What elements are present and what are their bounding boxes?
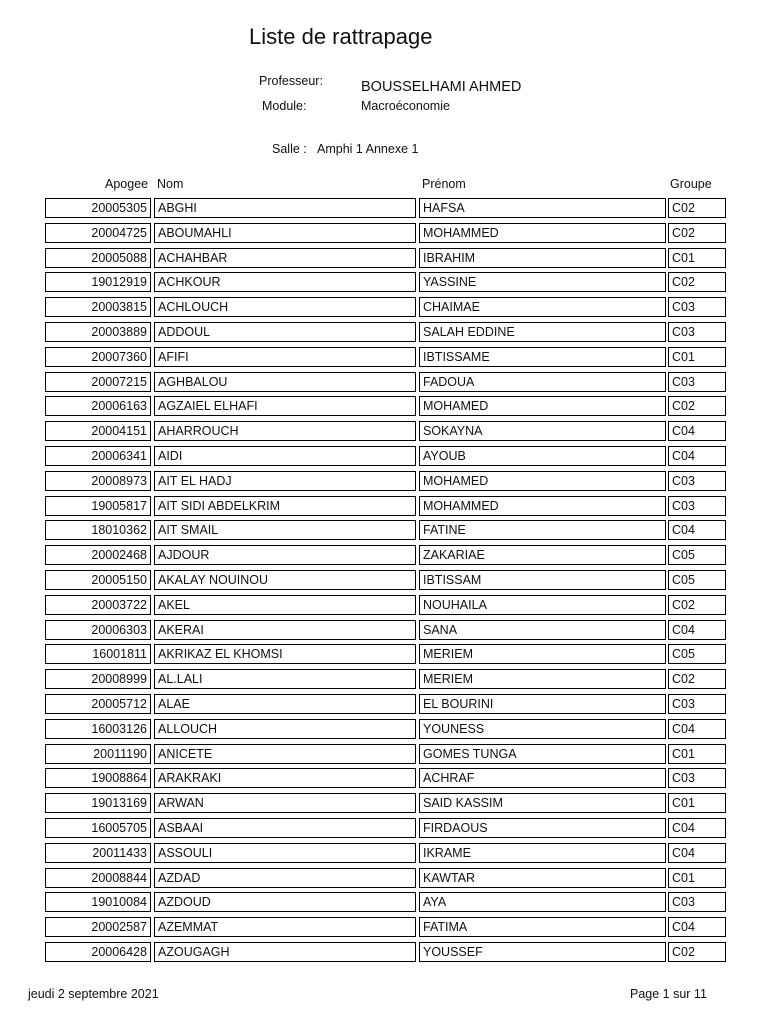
header-nom: Nom — [157, 177, 184, 191]
table-row — [0, 545, 768, 570]
cell-nom: ALAE — [154, 694, 416, 714]
cell-groupe: C03 — [668, 694, 726, 714]
cell-apogee: 20005088 — [45, 248, 151, 268]
cell-prenom: MERIEM — [419, 669, 666, 689]
table-row — [0, 620, 768, 645]
cell-groupe: C01 — [668, 248, 726, 268]
cell-nom: AIT SIDI ABDELKRIM — [154, 496, 416, 516]
cell-nom: ALLOUCH — [154, 719, 416, 739]
cell-nom: ACHKOUR — [154, 272, 416, 292]
professeur-value: BOUSSELHAMI AHMED — [361, 79, 522, 95]
cell-prenom: KAWTAR — [419, 868, 666, 888]
cell-prenom: IKRAME — [419, 843, 666, 863]
cell-groupe: C04 — [668, 917, 726, 937]
cell-apogee: 20004151 — [45, 421, 151, 441]
cell-nom: AKRIKAZ EL KHOMSI — [154, 644, 416, 664]
table-row — [0, 570, 768, 595]
cell-prenom: MOHAMMED — [419, 496, 666, 516]
table-row — [0, 768, 768, 793]
cell-groupe: C02 — [668, 595, 726, 615]
table-row — [0, 644, 768, 669]
table-row — [0, 520, 768, 545]
table-row — [0, 744, 768, 769]
cell-prenom: IBRAHIM — [419, 248, 666, 268]
cell-nom: AZOUGAGH — [154, 942, 416, 962]
cell-apogee: 20008973 — [45, 471, 151, 491]
table-row — [0, 719, 768, 744]
cell-prenom: HAFSA — [419, 198, 666, 218]
cell-nom: AIT EL HADJ — [154, 471, 416, 491]
table-row — [0, 372, 768, 397]
cell-prenom: FIRDAOUS — [419, 818, 666, 838]
cell-nom: ACHLOUCH — [154, 297, 416, 317]
cell-nom: AHARROUCH — [154, 421, 416, 441]
cell-apogee: 20008999 — [45, 669, 151, 689]
table-row — [0, 595, 768, 620]
cell-prenom: YOUNESS — [419, 719, 666, 739]
cell-prenom: GOMES TUNGA — [419, 744, 666, 764]
cell-apogee: 20006428 — [45, 942, 151, 962]
table-row — [0, 942, 768, 967]
table-row — [0, 347, 768, 372]
cell-groupe: C04 — [668, 520, 726, 540]
header-apogee: Apogee — [105, 177, 149, 191]
cell-prenom: ZAKARIAE — [419, 545, 666, 565]
cell-prenom: IBTISSAM — [419, 570, 666, 590]
cell-nom: AGHBALOU — [154, 372, 416, 392]
cell-nom: ACHAHBAR — [154, 248, 416, 268]
cell-prenom: MOHAMMED — [419, 223, 666, 243]
table-row — [0, 272, 768, 297]
table-row — [0, 248, 768, 273]
salle-label: Salle : — [272, 142, 307, 156]
salle-value: Amphi 1 Annexe 1 — [317, 142, 419, 156]
cell-groupe: C01 — [668, 793, 726, 813]
cell-prenom: SANA — [419, 620, 666, 640]
cell-apogee: 20008844 — [45, 868, 151, 888]
cell-apogee: 20005150 — [45, 570, 151, 590]
cell-apogee: 20006303 — [45, 620, 151, 640]
cell-apogee: 20005305 — [45, 198, 151, 218]
table-row — [0, 396, 768, 421]
cell-prenom: SAID KASSIM — [419, 793, 666, 813]
cell-apogee: 20003815 — [45, 297, 151, 317]
table-row — [0, 223, 768, 248]
table-row — [0, 868, 768, 893]
cell-apogee: 19012919 — [45, 272, 151, 292]
cell-groupe: C02 — [668, 942, 726, 962]
cell-groupe: C05 — [668, 570, 726, 590]
cell-nom: ADDOUL — [154, 322, 416, 342]
cell-prenom: CHAIMAE — [419, 297, 666, 317]
cell-prenom: FADOUA — [419, 372, 666, 392]
cell-apogee: 20003722 — [45, 595, 151, 615]
cell-groupe: C04 — [668, 446, 726, 466]
cell-apogee: 20007360 — [45, 347, 151, 367]
cell-nom: ARAKRAKI — [154, 768, 416, 788]
table-row — [0, 322, 768, 347]
module-value: Macroéconomie — [361, 99, 450, 113]
cell-groupe: C03 — [668, 768, 726, 788]
table-row — [0, 198, 768, 223]
cell-nom: ASSOULI — [154, 843, 416, 863]
cell-nom: AKALAY NOUINOU — [154, 570, 416, 590]
cell-groupe: C01 — [668, 868, 726, 888]
cell-groupe: C05 — [668, 545, 726, 565]
cell-apogee: 20002587 — [45, 917, 151, 937]
cell-apogee: 20007215 — [45, 372, 151, 392]
cell-nom: ANICETE — [154, 744, 416, 764]
table-row — [0, 818, 768, 843]
table-row — [0, 917, 768, 942]
cell-groupe: C05 — [668, 644, 726, 664]
table-row — [0, 694, 768, 719]
cell-apogee: 19008864 — [45, 768, 151, 788]
cell-groupe: C04 — [668, 843, 726, 863]
page-title: Liste de rattrapage — [249, 24, 433, 49]
table-row — [0, 297, 768, 322]
module-label: Module: — [262, 99, 307, 113]
cell-nom: AGZAIEL ELHAFI — [154, 396, 416, 416]
cell-groupe: C02 — [668, 669, 726, 689]
cell-nom: ABGHI — [154, 198, 416, 218]
cell-apogee: 20002468 — [45, 545, 151, 565]
cell-groupe: C04 — [668, 620, 726, 640]
cell-groupe: C02 — [668, 198, 726, 218]
cell-groupe: C03 — [668, 892, 726, 912]
cell-prenom: SALAH EDDINE — [419, 322, 666, 342]
cell-prenom: NOUHAILA — [419, 595, 666, 615]
cell-groupe: C01 — [668, 744, 726, 764]
cell-groupe: C03 — [668, 471, 726, 491]
cell-nom: AJDOUR — [154, 545, 416, 565]
cell-prenom: SOKAYNA — [419, 421, 666, 441]
cell-prenom: MOHAMED — [419, 396, 666, 416]
cell-prenom: YOUSSEF — [419, 942, 666, 962]
cell-groupe: C01 — [668, 347, 726, 367]
cell-prenom: FATIMA — [419, 917, 666, 937]
cell-prenom: YASSINE — [419, 272, 666, 292]
cell-groupe: C03 — [668, 297, 726, 317]
table-row — [0, 669, 768, 694]
cell-apogee: 19013169 — [45, 793, 151, 813]
professeur-label: Professeur: — [259, 74, 323, 88]
table-row — [0, 843, 768, 868]
cell-nom: AIDI — [154, 446, 416, 466]
cell-prenom: MOHAMED — [419, 471, 666, 491]
cell-prenom: EL BOURINI — [419, 694, 666, 714]
cell-nom: ABOUMAHLI — [154, 223, 416, 243]
cell-apogee: 16003126 — [45, 719, 151, 739]
cell-nom: AZDOUD — [154, 892, 416, 912]
cell-apogee: 16005705 — [45, 818, 151, 838]
cell-nom: AFIFI — [154, 347, 416, 367]
table-row — [0, 421, 768, 446]
table-row — [0, 892, 768, 917]
cell-apogee: 20005712 — [45, 694, 151, 714]
cell-nom: AZEMMAT — [154, 917, 416, 937]
table-row — [0, 496, 768, 521]
cell-nom: AZDAD — [154, 868, 416, 888]
cell-prenom: AYA — [419, 892, 666, 912]
cell-groupe: C04 — [668, 719, 726, 739]
cell-groupe: C03 — [668, 322, 726, 342]
cell-apogee: 18010362 — [45, 520, 151, 540]
table-row — [0, 471, 768, 496]
cell-prenom: ACHRAF — [419, 768, 666, 788]
header-prenom: Prénom — [422, 177, 466, 191]
cell-nom: AKERAI — [154, 620, 416, 640]
cell-groupe: C02 — [668, 272, 726, 292]
cell-apogee: 19010084 — [45, 892, 151, 912]
cell-apogee: 20011190 — [45, 744, 151, 764]
cell-apogee: 16001811 — [45, 644, 151, 664]
cell-groupe: C02 — [668, 396, 726, 416]
table-row — [0, 793, 768, 818]
cell-apogee: 20006163 — [45, 396, 151, 416]
header-groupe: Groupe — [670, 177, 712, 191]
cell-nom: AL.LALI — [154, 669, 416, 689]
cell-nom: AKEL — [154, 595, 416, 615]
footer-page-number: Page 1 sur 11 — [630, 987, 707, 1001]
cell-nom: ARWAN — [154, 793, 416, 813]
table-row — [0, 446, 768, 471]
cell-groupe: C02 — [668, 223, 726, 243]
cell-apogee: 20011433 — [45, 843, 151, 863]
cell-apogee: 20004725 — [45, 223, 151, 243]
footer-date: jeudi 2 septembre 2021 — [28, 987, 159, 1001]
cell-groupe: C03 — [668, 496, 726, 516]
cell-groupe: C03 — [668, 372, 726, 392]
cell-groupe: C04 — [668, 421, 726, 441]
cell-apogee: 19005817 — [45, 496, 151, 516]
cell-prenom: IBTISSAME — [419, 347, 666, 367]
cell-prenom: MERIEM — [419, 644, 666, 664]
students-table — [0, 198, 768, 967]
cell-nom: AIT SMAIL — [154, 520, 416, 540]
cell-apogee: 20006341 — [45, 446, 151, 466]
cell-apogee: 20003889 — [45, 322, 151, 342]
cell-prenom: FATINE — [419, 520, 666, 540]
cell-groupe: C04 — [668, 818, 726, 838]
cell-nom: ASBAAI — [154, 818, 416, 838]
cell-prenom: AYOUB — [419, 446, 666, 466]
